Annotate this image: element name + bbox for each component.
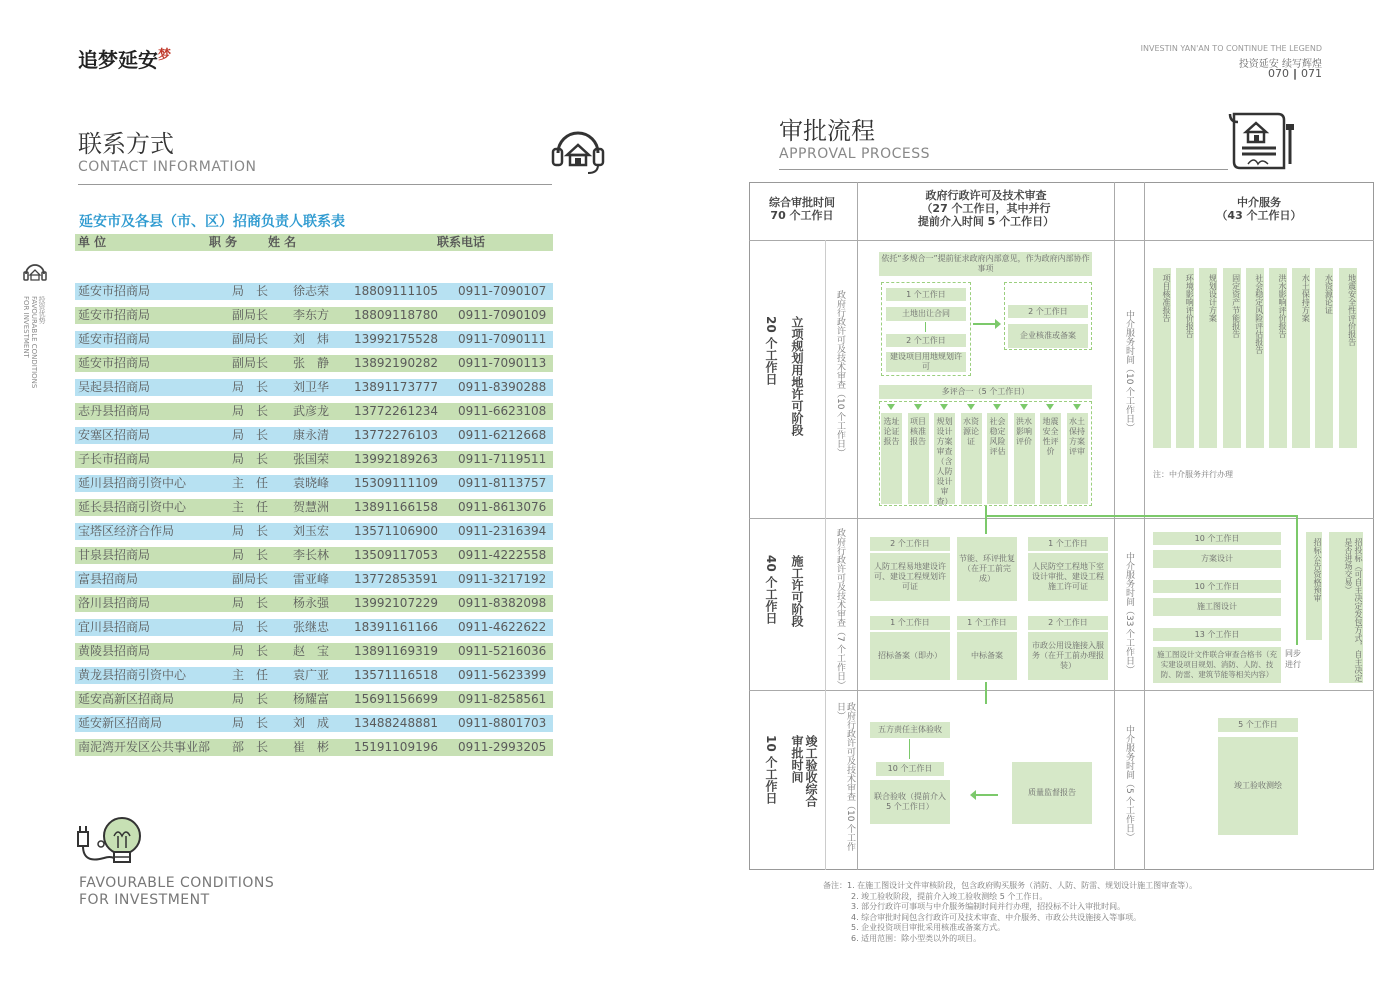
stage3-days: 10 个工作日 (764, 735, 778, 804)
stage1-gov-side: 政府行政许可及技术审查（10 个工作日） (835, 290, 845, 458)
table-row (75, 475, 553, 492)
stage2-sync: 同步进行 (1285, 649, 1301, 669)
table-row (75, 523, 553, 540)
row-position: 副局长 (232, 356, 269, 370)
row-position: 主 任 (232, 500, 269, 514)
row-mobile: 13891169319 (354, 644, 438, 658)
row-position: 主 任 (232, 476, 269, 490)
stage2-v1: 招标公告资格预审 (1306, 532, 1322, 640)
row-phone: 0911-4222558 (458, 548, 547, 562)
stage1-service-bar: 环境影响评价报告 (1176, 268, 1194, 448)
row-mobile: 13992175528 (354, 332, 438, 346)
footer-en-line2: FOR INVESTMENT (79, 892, 210, 908)
logo-text: 追梦延安 (78, 48, 158, 72)
row-phone: 0911-2316394 (458, 524, 547, 538)
side-nav-label (22, 296, 46, 388)
row-position: 主 任 (232, 668, 269, 682)
row-unit: 延安市招商局 (78, 356, 151, 370)
row-mobile: 13891173777 (354, 380, 438, 394)
row-phone: 0911-7090109 (458, 308, 547, 322)
table-row (75, 355, 553, 372)
row-unit: 延川县招商引资中心 (78, 476, 187, 490)
down-arrow-icon (1020, 404, 1028, 410)
page-title-cn: 联系方式 (78, 130, 174, 158)
row-unit: 宜川县招商局 (78, 620, 151, 634)
row-phone: 0911-7119511 (458, 452, 547, 466)
stage3-b-text: 联合验收（提前介入 5 个工作日） (870, 780, 950, 824)
row-phone: 0911-7090107 (458, 284, 547, 298)
header-name: 姓 名 (268, 235, 297, 249)
down-arrow-icon (914, 404, 922, 410)
row-unit: 黄陵县招商局 (78, 644, 151, 658)
row-mobile: 13571106900 (354, 524, 438, 538)
row-name: 张 静 (293, 356, 330, 370)
row-mobile: 18809111105 (354, 284, 438, 298)
stage1-service-bar: 水资源论证 (1315, 268, 1333, 448)
stage1-d1: 1 个工作日 (886, 288, 966, 301)
row-phone: 0911-5216036 (458, 644, 547, 658)
stage2-label: 施工许可阶段 (790, 555, 804, 627)
table-row (75, 619, 553, 636)
note-line: 3. 部分行政许可事项与中介服务编制时间并行办理，招投标不计入审批时间。 (851, 902, 1126, 911)
row-mobile: 13488248881 (354, 716, 438, 730)
stage1-multi-eval: 多评合一（5 个工作日） (879, 385, 1092, 399)
header-gov-line3: 提前介入时间 5 个工作日） (917, 215, 1055, 228)
stage1-service-bar: 社会稳定风险评估报告 (1246, 268, 1264, 448)
page-title-en: CONTACT INFORMATION (78, 159, 257, 175)
row-position: 局 长 (232, 404, 269, 418)
stage3-c-text: 质量监督报告 (1012, 762, 1092, 824)
table-row (75, 403, 553, 420)
table-row (75, 547, 553, 564)
stage2-m2-text: 施工图设计 (1153, 598, 1281, 616)
row-unit: 子长市招商局 (78, 452, 151, 466)
row-mobile: 13992189263 (354, 452, 438, 466)
stage1-record: 企业核准或备案 (1008, 324, 1088, 348)
stage2-d-text: 招标备案（即办） (870, 632, 950, 680)
header-gov-review (860, 189, 1112, 228)
stage1-eval-item: 水土保持方案评审 (1067, 413, 1088, 504)
stage2-v2: 招投标（可自主决定发包方式，自主决定是否进场交易） (1329, 532, 1363, 683)
title-underline (78, 184, 552, 185)
stage2-m3-text: 施工图设计文件联合审查合格书（充实建设项目规划、消防、人防、技防、防雷、建筑节能等相关内容） (1153, 647, 1281, 683)
row-mobile: 13509117053 (354, 548, 438, 562)
stage2-a-days: 2 个工作日 (870, 537, 950, 551)
header-gov-line2: （27 个工作日，其中并行 (921, 202, 1051, 215)
row-mobile: 18809118780 (354, 308, 438, 322)
row-name: 李东方 (293, 308, 330, 322)
row-position: 局 长 (232, 716, 269, 730)
note-line: 备注：1. 在施工图设计文件审核阶段，包含政府购买服务（消防、人防、防雷、规划设计施工图审查等）。 (823, 881, 1198, 890)
stage3-mid-side: 中介服务时间（5 个工作日） (1124, 725, 1134, 842)
row-phone: 0911-7090111 (458, 332, 547, 346)
row-position: 局 长 (232, 428, 269, 442)
row-mobile: 13772276103 (354, 428, 438, 442)
row-name: 杨永强 (293, 596, 330, 610)
row-unit: 志丹县招商局 (78, 404, 151, 418)
row-name: 袁广亚 (293, 668, 330, 682)
logo-stamp: 梦 (158, 48, 172, 63)
row-phone: 0911-8390288 (458, 380, 547, 394)
stage1-mid-side: 中介服务时间（10 个工作日） (1124, 310, 1134, 433)
row-name: 徐志荣 (293, 284, 330, 298)
row-phone: 0911-4622622 (458, 620, 547, 634)
row-position: 局 长 (232, 524, 269, 538)
row-mobile: 15191109196 (354, 740, 438, 754)
stage2-c-days: 1 个工作日 (1028, 537, 1108, 551)
stage2-mid-side: 中介服务时间（33 个工作日） (1124, 552, 1134, 675)
row-unit: 吴起县招商局 (78, 380, 151, 394)
row-unit: 延安新区招商局 (78, 716, 163, 730)
contact-table-title: 延安市及各县（市、区）招商负责人联系表 (79, 214, 345, 230)
stage1-service-bar: 固定资产节能报告 (1223, 268, 1241, 448)
row-name: 张继忠 (293, 620, 330, 634)
lightbulb-plug-icon (74, 810, 146, 872)
brand-logo (78, 44, 171, 73)
row-position: 部 长 (232, 740, 269, 754)
down-arrow-icon (940, 404, 948, 410)
page-number-right: 071 (1301, 67, 1322, 80)
stage1-eval-item: 规划设计方案审查（含人防设计审查） (934, 413, 955, 504)
stage2-m1-days: 10 个工作日 (1153, 532, 1281, 545)
tagline-en: INVESTIN YAN'AN TO CONTINUE THE LEGEND (1140, 44, 1322, 53)
row-unit: 延安市招商局 (78, 332, 151, 346)
row-mobile: 18391161166 (354, 620, 438, 634)
stage1-eval-item: 项目核准报告 (908, 413, 929, 504)
row-mobile: 13571116518 (354, 668, 438, 682)
row-position: 局 长 (232, 380, 269, 394)
row-unit: 安塞区招商局 (78, 428, 151, 442)
stage1-eval-item: 地震安全性评价 (1040, 413, 1061, 504)
row-phone: 0911-5623399 (458, 668, 547, 682)
header-intermediary (1148, 196, 1370, 222)
row-position: 副局长 (232, 308, 269, 322)
contact-table-header (75, 234, 553, 251)
table-row (75, 331, 553, 348)
side-nav-en1: FAVOURABLE CONDITIONS (30, 296, 38, 389)
approval-title-en: APPROVAL PROCESS (779, 146, 931, 162)
header-mid-line2: （43 个工作日） (1216, 209, 1302, 222)
row-unit: 宝塔区经济合作局 (78, 524, 175, 538)
row-mobile: 13992107229 (354, 596, 438, 610)
row-position: 局 长 (232, 596, 269, 610)
stage1-land-contract: 土地出让合同 (886, 307, 966, 321)
stage2-m3-days: 13 个工作日 (1153, 628, 1281, 641)
approval-title-underline (779, 169, 1228, 170)
stage1-days: 20 个工作日 (764, 316, 778, 385)
stage1-eval-item: 选址论证报告 (881, 413, 902, 504)
header-total-time (752, 196, 852, 222)
stage2-a-text: 人防工程易地建设许可、建设工程规划许可证 (870, 553, 950, 601)
header-mid-line1: 中介服务 (1237, 196, 1281, 209)
stage1-service-bar: 水土保持方案 (1292, 268, 1310, 448)
row-position: 局 长 (232, 692, 269, 706)
stage1-d2: 2 个工作日 (886, 334, 966, 347)
header-unit: 单 位 (78, 235, 107, 249)
row-position: 局 长 (232, 284, 269, 298)
stage1-service-bar: 规划设计方案 (1199, 268, 1217, 448)
table-row (75, 691, 553, 708)
row-name: 武彦龙 (293, 404, 330, 418)
stage1-note: 注：中介服务并行办理 (1153, 470, 1233, 479)
tagline-cn: 投资延安 续写辉煌 (1238, 59, 1322, 70)
table-row (75, 667, 553, 684)
row-unit: 延安市招商局 (78, 308, 151, 322)
stage1-eval-item: 社会稳定风险评估 (987, 413, 1008, 504)
stage1-service-bar: 项目核准报告 (1153, 268, 1171, 448)
stage1-eval-item: 水资源论证 (961, 413, 982, 504)
down-arrow-icon (993, 404, 1001, 410)
row-mobile: 13892190282 (354, 356, 438, 370)
table-row (75, 739, 553, 756)
stage1-label: 立项规划用地许可阶段 (790, 316, 804, 436)
stage2-f-days: 2 个工作日 (1028, 616, 1108, 630)
row-phone: 0911-7090113 (458, 356, 547, 370)
row-name: 康永清 (293, 428, 330, 442)
stage1-permit: 建设项目用地规划许可 (886, 352, 966, 372)
note-line: 4. 综合审批时间包含行政许可及技术审查、中介服务、市政公共设施接入等事项。 (851, 912, 1142, 922)
row-mobile: 15691156699 (354, 692, 438, 706)
row-mobile: 13772853591 (354, 572, 438, 586)
row-phone: 0911-6212668 (458, 428, 547, 442)
table-row (75, 595, 553, 612)
note-line: 5. 企业投资项目审批采用核准或备案方式。 (851, 923, 1006, 932)
table-row (75, 715, 553, 732)
side-headset-icon (22, 260, 48, 286)
table-row (75, 283, 553, 300)
down-arrow-icon (1073, 404, 1081, 410)
stage2-f-text: 市政公用设施接入服务（在开工前办理报装） (1028, 632, 1108, 680)
stage2-e-days: 1 个工作日 (957, 616, 1017, 630)
stage2-m2-days: 10 个工作日 (1153, 580, 1281, 593)
row-phone: 0911-8801703 (458, 716, 547, 730)
note-line: 2. 竣工验收阶段，提前介入竣工验收测绘 5 个工作日。 (851, 891, 1048, 901)
row-name: 贺慧洲 (293, 500, 330, 514)
row-phone: 0911-8113757 (458, 476, 547, 490)
document-house-icon (1228, 110, 1298, 174)
table-row (75, 451, 553, 468)
row-mobile: 13772261234 (354, 404, 438, 418)
stage3-label: 竣工验收综合审批时间 (790, 735, 818, 807)
page-numbers: 070 | 071 (1267, 67, 1322, 80)
approval-title-cn: 审批流程 (779, 117, 875, 145)
row-unit: 富县招商局 (78, 572, 139, 586)
table-row (75, 571, 553, 588)
stage1-service-bar: 洪水影响评价报告 (1269, 268, 1287, 448)
row-phone: 0911-6623108 (458, 404, 547, 418)
row-name: 雷亚峰 (293, 572, 330, 586)
header-total-time-line1: 综合审批时间 (769, 196, 835, 209)
row-name: 袁晓峰 (293, 476, 330, 490)
stage1-d3: 2 个工作日 (1008, 305, 1088, 318)
table-row (75, 379, 553, 396)
down-arrow-icon (967, 404, 975, 410)
stage3-m-days: 5 个工作日 (1218, 718, 1298, 732)
header-total-time-line2: 70 个工作日 (770, 209, 834, 222)
table-row (75, 499, 553, 516)
row-position: 副局长 (232, 572, 269, 586)
headset-icon (550, 125, 606, 177)
stage2-e-text: 中标备案 (957, 632, 1017, 680)
row-name: 李长林 (293, 548, 330, 562)
row-phone: 0911-8258561 (458, 692, 547, 706)
stage2-gov-side: 政府行政许可及技术审查（7 个工作日） (835, 528, 845, 690)
header-phone: 联系电话 (437, 235, 486, 249)
row-unit: 甘泉县招商局 (78, 548, 151, 562)
header-gov-line1: 政府行政许可及技术审查 (925, 189, 1047, 202)
down-arrow-icon (887, 404, 895, 410)
row-phone: 0911-8613076 (458, 500, 547, 514)
row-name: 刘卫华 (293, 380, 330, 394)
down-arrow-icon (1046, 404, 1054, 410)
row-position: 局 长 (232, 644, 269, 658)
stage3-b-days: 10 个工作日 (876, 762, 944, 776)
row-name: 杨耀富 (293, 692, 330, 706)
table-row (75, 307, 553, 324)
row-name: 刘 炜 (293, 332, 330, 346)
table-row (75, 643, 553, 660)
row-name: 张国荣 (293, 452, 330, 466)
row-phone: 0911-3217192 (458, 572, 547, 586)
header-position: 职 务 (209, 235, 238, 249)
table-row (75, 427, 553, 444)
stage2-b-text: 节能、环评批复（在开工前完成） (957, 537, 1017, 601)
stage2-c-text: 人民防空工程地下室设计审批、建设工程施工许可证 (1028, 553, 1108, 601)
row-unit: 南泥湾开发区公共事业部 (78, 740, 211, 754)
stage2-days: 40 个工作日 (764, 555, 778, 624)
footer-en-line1: FAVOURABLE CONDITIONS (79, 875, 275, 891)
row-mobile: 13891166158 (354, 500, 438, 514)
page-number-left: 070 (1267, 67, 1289, 80)
row-name: 赵 宝 (293, 644, 330, 658)
row-unit: 延长县招商引资中心 (78, 500, 187, 514)
stage3-a-text: 五方责任主体验收 (870, 722, 950, 738)
row-phone: 0911-2993205 (458, 740, 547, 754)
stage2-d-days: 1 个工作日 (870, 616, 950, 630)
stage1-service-bar: 地震安全性评价报告 (1339, 268, 1357, 448)
row-unit: 延安高新区招商局 (78, 692, 175, 706)
row-name: 刘 成 (293, 716, 330, 730)
stage1-top-box: 依托“多规合一”提前征求政府内部意见，作为政府内部协作事项 (879, 252, 1092, 276)
row-unit: 洛川县招商局 (78, 596, 151, 610)
row-position: 局 长 (232, 452, 269, 466)
row-phone: 0911-8382098 (458, 596, 547, 610)
row-unit: 延安市招商局 (78, 284, 151, 298)
stage2-m1-text: 方案设计 (1153, 550, 1281, 568)
side-nav-en2: FOR INVESTMENT (22, 296, 30, 358)
row-position: 局 长 (232, 548, 269, 562)
row-name: 崔 彬 (293, 740, 330, 754)
stage3-m-text: 竣工验收测绘 (1218, 737, 1298, 835)
row-position: 副局长 (232, 332, 269, 346)
row-mobile: 15309111109 (354, 476, 438, 490)
row-position: 局 长 (232, 620, 269, 634)
row-name: 刘玉宏 (293, 524, 330, 538)
side-nav-cn: 投资优势 (38, 296, 46, 324)
stage1-eval-item: 洪水影响评价 (1014, 413, 1035, 504)
stage3-gov-side: 政府行政许可及技术审查（10 个工作日） (835, 702, 855, 852)
note-line: 6. 适用范围：除小型类以外的项目。 (851, 933, 982, 943)
row-unit: 黄龙县招商引资中心 (78, 668, 187, 682)
